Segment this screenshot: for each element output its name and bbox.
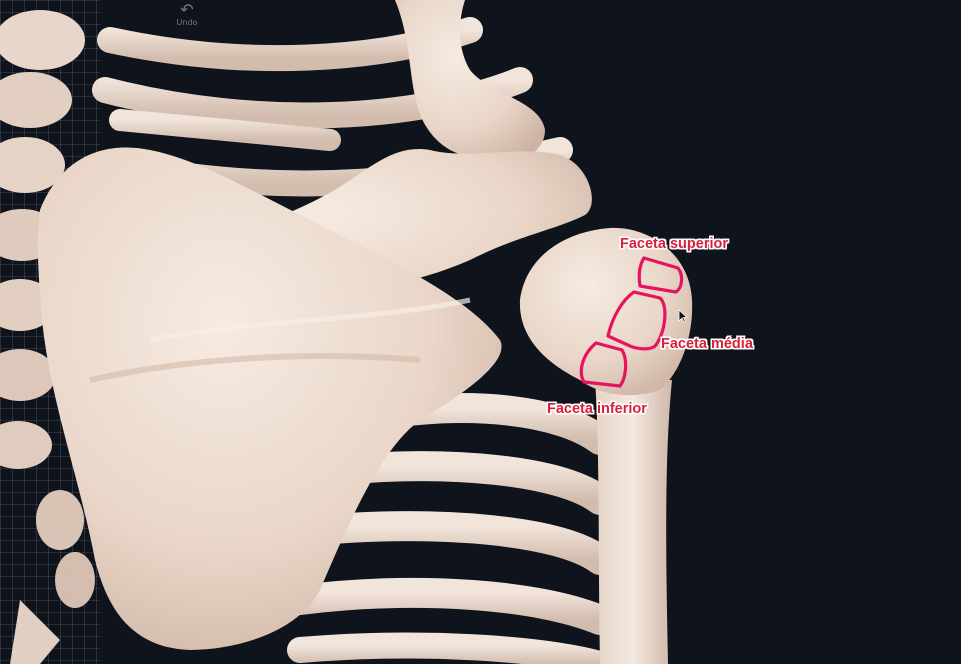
label-faceta-inferior: Faceta inferior (547, 401, 647, 417)
mouse-cursor-icon (678, 309, 688, 323)
undo-icon: ↶ (180, 0, 194, 19)
humerus-shaft (595, 380, 672, 664)
undo-label: Undo (176, 18, 198, 27)
label-faceta-superior: Faceta superior (620, 236, 728, 252)
label-faceta-media: Faceta média (661, 336, 753, 352)
undo-button[interactable] (172, 2, 202, 27)
